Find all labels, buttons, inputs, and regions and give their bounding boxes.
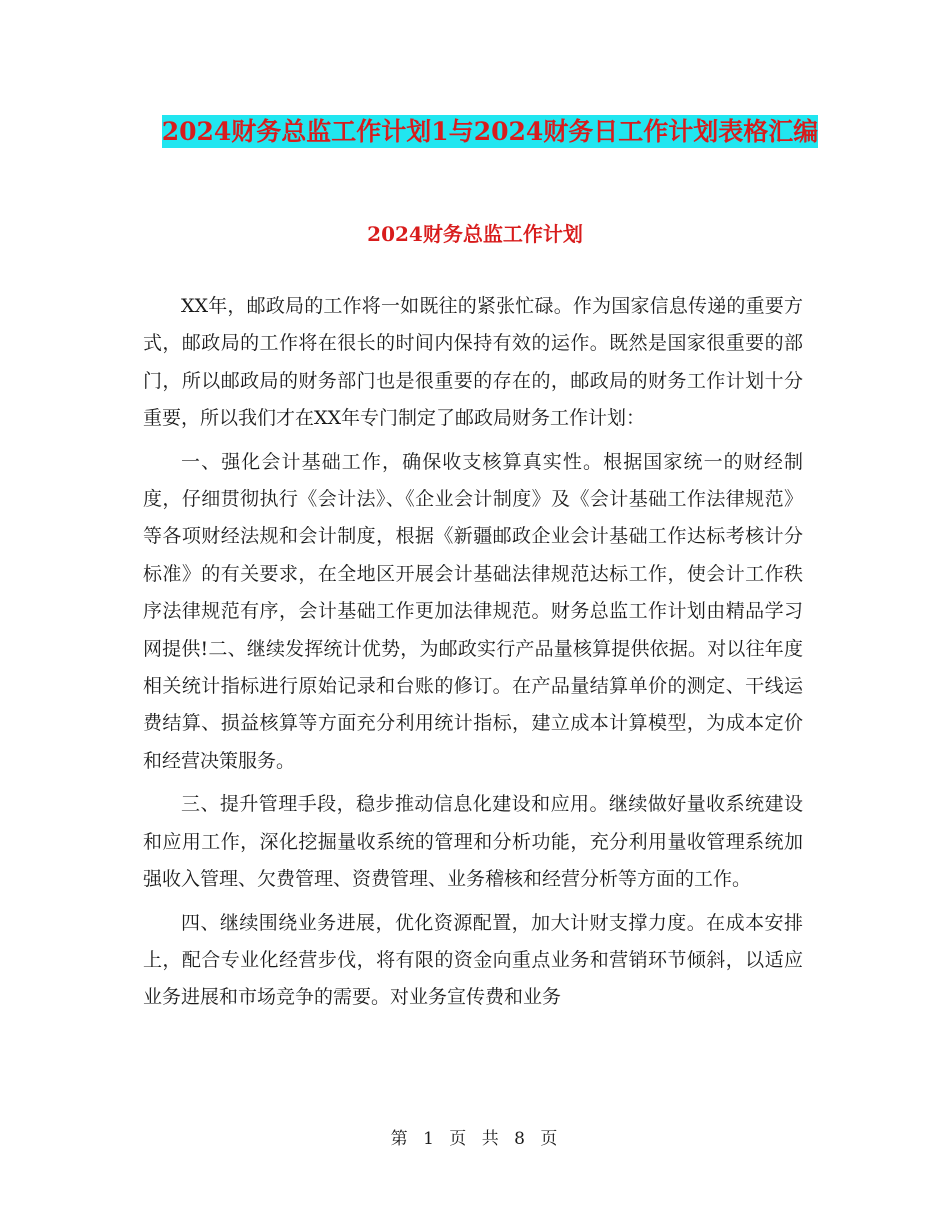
paragraph-item-3: 三、提升管理手段，稳步推动信息化建设和应用。继续做好量收系统建设和应用工作，深化挖掘量收系统的管理和分析功能，充分利用量收管理系统加强收入管理、欠费管理、资费管理、业务稽核和经营分析等方面的工作。: [143, 793, 803, 891]
document-body: [143, 288, 803, 1023]
paragraph-item-4: 四、继续围绕业务进展，优化资源配置，加大计财支撑力度。在成本安排上，配合专业化经营步伐，将有限的资金向重点业务和营销环节倾斜，以适应业务进展和市场竞争的需要。对业务宣传费和业务: [143, 911, 803, 1009]
document-title: [140, 110, 840, 154]
paragraph-item-1-2: 一、强化会计基础工作，确保收支核算真实性。根据国家统一的财经制度，仔细贯彻执行《会计法》、《企业会计制度》及《会计基础工作法律规范》等各项财经法规和会计制度，根据《新疆邮政企业会计基础工作达标考核计分标准》的有关要求，在全地区开展会计基础法律规范达标工作，使会计工作秩序法律规范有序，会计基础工作更加法律规范。财务总监工作计划由精品学习网提供!二、继续发挥统计优势，为邮政实行产品量核算提供依据。对以往年度相关统计指标进行原始记录和台账的修订。在产品量结算单价的测定、干线运费结算、损益核算等方面充分利用统计指标，建立成本计算模型，为成本定价和经营决策服务。: [143, 450, 803, 772]
paragraph-intro: XX年，邮政局的工作将一如既往的紧张忙碌。作为国家信息传递的重要方式，邮政局的工作将在很长的时间内保持有效的运作。既然是国家很重要的部门，所以邮政局的财务部门也是很重要的存在的，邮政局的财务工作计划十分重要，所以我们才在XX年专门制定了邮政局财务工作计划：: [143, 295, 803, 430]
page-footer: 第 1 页 共 8 页: [390, 1129, 560, 1149]
document-title-text: 2024财务总监工作计划1与2024财务日工作计划表格汇编: [161, 117, 819, 146]
section-title: 2024财务总监工作计划: [367, 222, 583, 246]
